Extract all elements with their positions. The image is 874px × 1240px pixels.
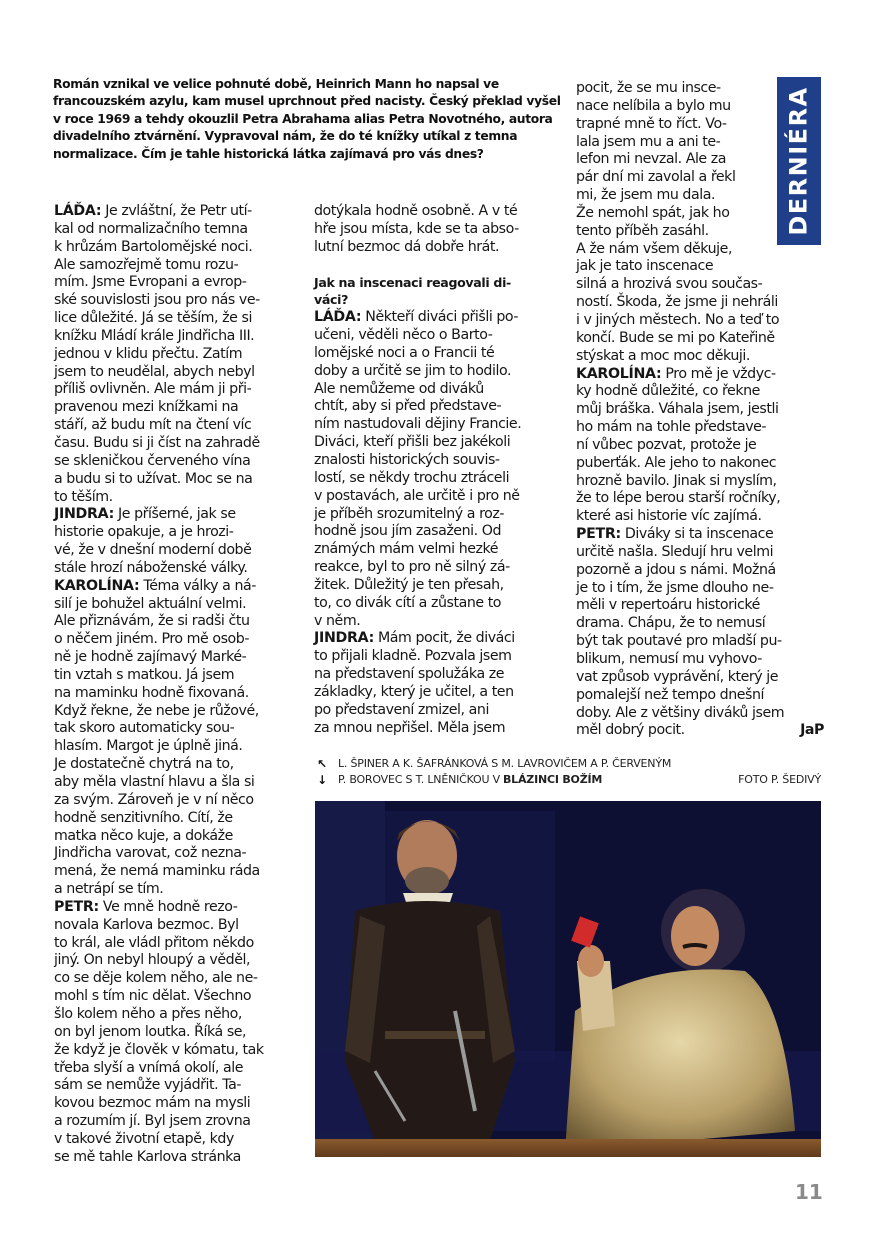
caption-row: ↖ L. ŠPINER A K. ŠAFRÁNKOVÁ S M. LAVROVIČEM A P. ČERVENÝM xyxy=(314,756,821,772)
interview-question: váci? xyxy=(314,292,349,308)
section-badge-label: DERNIÉRA xyxy=(785,86,814,236)
speaker-name: KAROLÍNA: xyxy=(576,365,662,382)
interview-question: Jak na inscenaci reagovali di- xyxy=(314,274,511,290)
photo-captions xyxy=(314,756,821,788)
article-column-2: dotýkala hodně osobně. A v té hře jsou místa, kde se ta abso- lutní bezmoc dá dobře hrát. Jak na inscenaci reagovali di- váci? LÁĎA: Někteří diváci přišli po- učeni, věděli něco o Barto- lomějské noci a o Francii té doby a určitě se jim to hodilo. Ale nemůžeme od diváků chtít, aby si před představe- ním nastudovali dějiny Francie. Diváci, kteří přišli bez jakékoli znalosti historických souvis- lostí, se někdy trochu ztráceli v postavách, ale určitě i pro ně je příběh srozumitelný a roz- hodně jsou jím zasaženi. Od známých mám velmi hezké reakce, byl to pro ně silný zá- žitek. Důležitý je ten přesah, to, co divák cítí a zůstane to v něm. JINDRA: Mám pocit, že diváci to přijali kladně. Pozvala jsem na představení spolužáka ze základky, který je učitel, a ten po představení zmizel, ani za mnou nepřišel. Měla jsem xyxy=(314,203,564,737)
speaker-name: KAROLÍNA: xyxy=(54,577,140,594)
photo-credit: FOTO P. ŠEDIVÝ xyxy=(738,773,821,786)
arrow-up-left-icon: ↖ xyxy=(317,757,327,771)
article-column-1: LÁĎA: Je zvláštní, že Petr utí- kal od normalizačního temna k hrůzám Bartolomějské noci. Ale samozřejmě tomu rozu- mím. Jsme Evropani a evrop- ské souvislosti jsou pro nás ve- lice důležité. Já se těším, že si knížku Mládí krále Jindřicha III. jednou v klidu přečtu. Zatím jsem to neudělal, abych nebyl příliš ovlivněn. Ale mám ji při- pravenou mezi knížkami na stáří, až budu mít na čtení víc času. Budu si ji číst na zahradě se skleničkou červeného vína a budu si to užívat. Moc se na to těším. JINDRA: Je příšerné, jak se historie opakuje, a je hrozi- vé, že v dnešní moderní době stále hrozí náboženské války. KAROLÍNA: Téma války a ná- silí je bohužel aktuální velmi. Ale přiznávám, že si radši čtu o něčem jiném. Pro mě osob- ně je hodně zajímavý Marké- tin vztah s matkou. Já jsem na maminku hodně fixovaná. Když řekne, že nebe je růžové, tak skoro automaticky sou- hlasím. Margot je úplně jiná. Je dostatečně chytrá na to, aby měla vlastní hlavu a šla si za svým. Zároveň je v ní něco hodně senzitivního. Cítí, že matka něco kuje, a dokáže Jindřicha varovat, což nezna- mená, že nemá maminku ráda a netrápí se tím. PETR: Ve mně hodně rezo- novala Karlova bezmoc. Byl to král, ale vládl přitom někdo jiný. On nebyl hloupý a věděl, co se děje kolem něho, ale ne- mohl s tím nic dělat. Všechno šlo kolem něho a přes něho, on byl jenom loutka. Říká se, že když je člověk v kómatu, tak třeba slyší a vnímá okolí, ale sám se nemůže vyjádřit. Ta- kovou bezmoc mám na mysli a rozumím jí. Byl jsem zrovna v takové životní etapě, kdy se mě tahle Karlova stránka xyxy=(54,203,264,1165)
speaker-name: LÁĎA: xyxy=(314,309,362,326)
speaker-name: JINDRA: xyxy=(54,506,114,523)
speaker-name: PETR: xyxy=(576,526,621,543)
article-column-3: pocit, že se mu insce- nace nelíbila a bylo mu trapné mně to říct. Vo- lala jsem mu a ani te- lefon mi nevzal. Ale za pár dní mi zavolal a řekl mi, že jsem mu dala. Že nemohl spát, jak ho tento příběh zasáhl. A že nám všem děkuje, jak je tato inscenace silná a hrozivá svou součas- ností. Škoda, že jsme ji nehráli i v jiných městech. No a teď to končí. Bude se mi po Kateřině stýskat a moc moc děkuji. KAROLÍNA: Pro mě je vždyc- ky hodně důležité, co řekne můj bráška. Váhala jsem, jestli ho mám na tohle představe- ní vůbec pozvat, protože je puberťák. Ale jeho to nakonec hrozně bavilo. Jinak si myslím, že to lépe berou starší ročníky, které asi historie víc zajímá. PETR: Diváky si ta inscenace určitě našla. Sledují hru velmi pozorně a jdou s námi. Možná je to i tím, že jsme dlouho ne- měli v repertoáru historické drama. Chápu, že to nemusí být tak poutavé pro mladší pu- blikum, nemusí mu vyhovo- vat způsob vyprávění, který je pomalejší než tempo dnešní doby. Ale z většiny diváků jsem měl dobrý pocit. JaP xyxy=(576,80,824,739)
caption-row: ↓ P. BOROVEC S T. LNĚNIČKOU V BLÁZINCI BOŽÍM FOTO P. ŠEDIVÝ xyxy=(314,772,821,788)
speaker-name: PETR: xyxy=(54,898,99,915)
page-number: 11 xyxy=(795,1180,823,1204)
lead-question: Román vznikal ve velice pohnuté době, Heinrich Mann ho napsal ve francouzském azylu, kam musel uprchnout před nacisty. Český překlad vyšel v roce 1969 a tehdy okouzlil Petra Abrahama alias Petra Novotného, autora divadelního ztvárnění. Vypravoval nám, že do té knížky utíkal z temna normalizace. Čím je tahle historická látka zajímavá pro vás dnes? xyxy=(53,77,561,161)
stage-photo xyxy=(315,801,821,1157)
speaker-name: JINDRA: xyxy=(314,630,374,647)
arrow-down-icon: ↓ xyxy=(317,773,327,787)
speaker-name: LÁĎA: xyxy=(54,203,102,219)
stage-photo-illustration xyxy=(315,801,821,1157)
author-signature: JaP xyxy=(800,722,824,739)
